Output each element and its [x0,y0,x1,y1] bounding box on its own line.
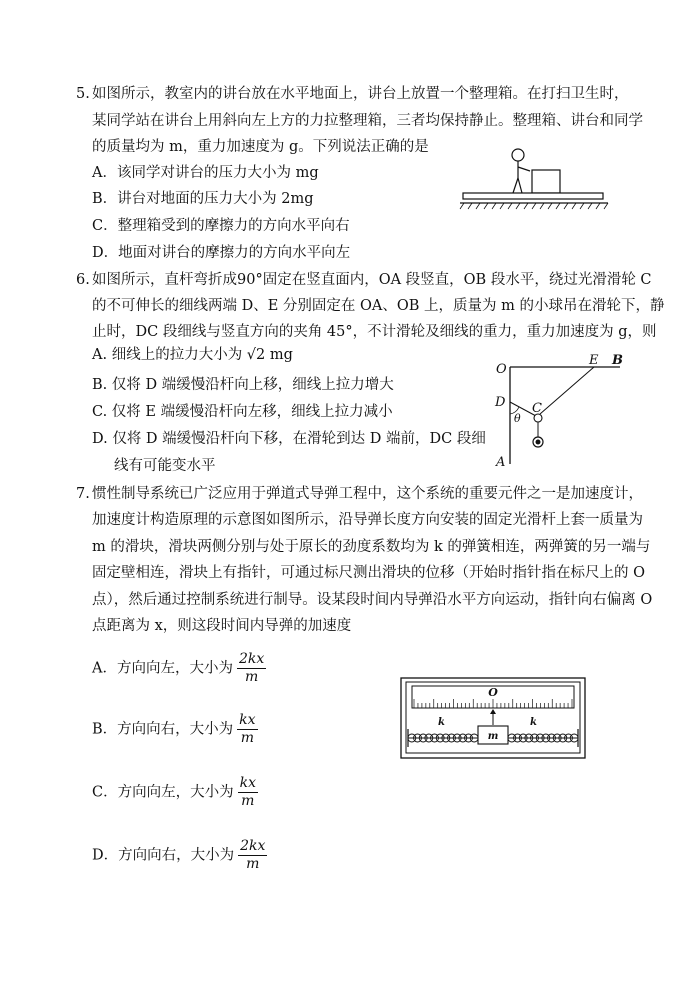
option-c-text: C．方向向左，大小为 [92,784,234,801]
question-5-option-b: B．讲台对地面的压力大小为 2mg [92,191,314,207]
question-6-option-c: C. 仅将 E 端缓慢沿杆向左移，细线上拉力减小 [92,404,393,420]
question-7-option-a [92,651,266,686]
question-7-stem-line-4: 固定壁相连，滑块上有指针，可通过标尺测出滑块的位移（开始时指针指在标尺上的 O [92,565,645,581]
question-6-stem-line-2: 的不可伸长的细线两端 D、E 分别固定在 OA、OB 上，质量为 m 的小球吊在滑轮下，静 [92,298,665,314]
option-b-text: B．方向向右，大小为 [92,721,234,738]
option-d-fraction [238,838,267,873]
question-5-option-d: D．地面对讲台的摩擦力的方向水平向左 [92,245,351,261]
label-k-left: k [438,717,445,728]
option-a-text: A．方向向左，大小为 [92,660,233,677]
question-5-figure [458,143,610,211]
label-m: m [487,731,499,742]
option-c-denominator: m [241,793,255,809]
question-5-option-a: A．该同学对讲台的压力大小为 mg [92,165,319,181]
person-leg-right [518,178,522,193]
option-d-text: D．方向向右，大小为 [92,847,235,864]
question-7-option-b [92,712,258,747]
podium [463,193,603,199]
option-a-numerator: 2kx [238,651,265,667]
question-7-stem-line-5: 点），然后通过控制系统进行制导。设某段时间内导弹沿水平方向运动，指针向右偏离 O [92,592,653,608]
string-ce [540,367,594,414]
option-b-fraction [237,712,257,747]
question-7-stem-line-6: 点距离为 x，则这段时间内导弹的加速度 [92,618,352,634]
question-7-number: 7. [76,486,90,502]
question-7-stem-line-2: 加速度计构造原理的示意图如图所示，沿导弹长度方向安装的固定光滑杆上套一质量为 [92,512,643,528]
question-6-option-a: A. 细线上的拉力大小为 √2 mg [92,347,293,363]
question-7-stem-line-3: m 的滑块，滑块两侧分别与处于原长的劲度系数均为 k 的弹簧相连，两弹簧的另一端与 [92,539,651,555]
option-d-denominator: m [246,856,260,872]
label-d: D [495,395,506,410]
person-head [512,149,524,161]
option-a-denominator: m [244,669,259,685]
question-5-stem-line-3: 的质量均为 m，重力加速度为 g。下列说法正确的是 [92,139,429,155]
option-b-denominator: m [240,730,254,746]
question-6-stem-line-3: 止时，DC 段细线与竖直方向的夹角 45°，不计滑轮及细线的重力，重力加速度为 g，则 [92,324,657,340]
label-b: B [612,353,623,368]
person-leg-left [513,178,518,193]
option-a-fraction [237,651,266,686]
label-a: A [496,455,506,470]
label-k-right: k [530,717,537,728]
label-c: C [532,401,542,416]
question-7-option-d [92,838,267,873]
question-5-number: 5. [76,86,90,102]
question-7-stem-line-1: 惯性制导系统已广泛应用于弹道式导弹工程中，这个系统的重要元件之一是加速度计， [92,486,643,502]
option-b-numerator: kx [239,712,256,728]
question-6-option-d-cont: 线有可能变水平 [114,458,216,474]
option-c-numerator: kx [239,775,256,791]
option-c-fraction [238,775,258,810]
storage-box [532,170,560,193]
label-o: O [496,362,507,377]
question-5-stem-line-1: 如图所示，教室内的讲台放在水平地面上，讲台上放置一个整理箱。在打扫卫生时， [92,86,629,102]
question-5-stem-line-2: 某同学站在讲台上用斜向左上方的力拉整理箱，三者均保持静止。整理箱、讲台和同学 [92,113,643,129]
person-arm [518,167,530,171]
label-e: E [589,353,599,368]
question-7-figure [400,677,586,759]
label-theta: θ [514,412,521,425]
question-6-option-b: B. 仅将 D 端缓慢沿杆向上移，细线上拉力增大 [92,377,394,393]
question-6-stem-line-1: 如图所示，直杆弯折成90°固定在竖直面内，OA 段竖直，OB 段水平，绕过光滑滑轮 C [92,272,652,288]
option-d-numerator: 2kx [240,838,266,854]
label-o: O [488,686,498,699]
question-5-option-c: C．整理箱受到的摩擦力的方向水平向右 [92,218,350,234]
question-7-option-c [92,775,258,810]
question-6-figure [490,352,630,472]
question-6-number: 6. [76,272,90,288]
question-6-option-d: D. 仅将 D 端缓慢沿杆向下移，在滑轮到达 D 端前，DC 段细 [92,431,486,447]
